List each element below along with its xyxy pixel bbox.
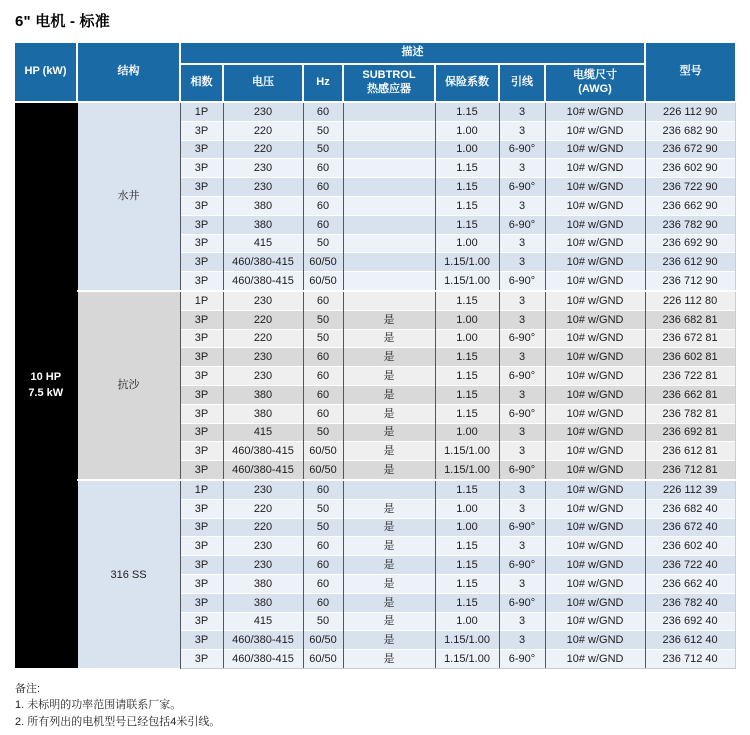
cell-subtrol: 是 [343,612,435,631]
table-row [15,291,735,310]
cell-leads: 3 [499,310,545,329]
cell-model: 236 722 81 [645,367,735,386]
cell-phase: 3P [180,310,223,329]
cell-service-factor: 1.15/1.00 [435,631,499,650]
cell-phase: 3P [180,537,223,556]
cell-cable-size: 10# w/GND [545,537,645,556]
cell-phase: 3P [180,367,223,386]
cell-voltage: 230 [223,159,303,178]
cell-service-factor: 1.15 [435,537,499,556]
cell-voltage: 230 [223,367,303,386]
cell-cable-size: 10# w/GND [545,140,645,159]
header-structure: 结构 [77,43,180,102]
cell-model: 236 682 81 [645,310,735,329]
cell-model: 236 782 90 [645,215,735,234]
cell-service-factor: 1.15 [435,480,499,499]
cell-hz: 60 [303,159,343,178]
cell-voltage: 230 [223,537,303,556]
cell-hz: 60 [303,348,343,367]
cell-cable-size: 10# w/GND [545,367,645,386]
cell-service-factor: 1.15 [435,556,499,575]
cell-cable-size: 10# w/GND [545,385,645,404]
cell-subtrol [343,234,435,253]
header-model: 型号 [645,43,735,102]
cell-voltage: 230 [223,178,303,197]
cell-phase: 3P [180,518,223,537]
table-row [15,102,735,121]
cell-service-factor: 1.00 [435,499,499,518]
cell-hz: 60 [303,574,343,593]
cell-phase: 3P [180,499,223,518]
cell-model: 236 602 90 [645,159,735,178]
cell-leads: 3 [499,480,545,499]
cell-leads: 3 [499,631,545,650]
cell-hz: 50 [303,612,343,631]
note-item-1: 1. 未标明的功率范围请联系厂家。 [15,699,182,712]
cell-phase: 3P [180,650,223,669]
cell-phase: 3P [180,574,223,593]
cell-model: 236 712 90 [645,272,735,291]
cell-hz: 60 [303,291,343,310]
cell-subtrol: 是 [343,556,435,575]
header-leads: 引线 [499,64,545,102]
cell-hz: 50 [303,234,343,253]
cell-voltage: 230 [223,102,303,121]
cell-cable-size: 10# w/GND [545,310,645,329]
cell-phase: 3P [180,385,223,404]
cell-leads: 3 [499,574,545,593]
cell-service-factor: 1.15 [435,574,499,593]
cell-voltage: 380 [223,196,303,215]
cell-hz: 50 [303,310,343,329]
cell-subtrol: 是 [343,385,435,404]
cell-cable-size: 10# w/GND [545,291,645,310]
cell-subtrol: 是 [343,461,435,480]
header-cable-line1: 电缆尺寸 [573,69,618,82]
cell-voltage: 460/380-415 [223,461,303,480]
cell-hz: 60 [303,178,343,197]
cell-cable-size: 10# w/GND [545,404,645,423]
cell-cable-size: 10# w/GND [545,442,645,461]
cell-service-factor: 1.00 [435,612,499,631]
cell-voltage: 220 [223,329,303,348]
cell-leads: 3 [499,102,545,121]
cell-service-factor: 1.15/1.00 [435,272,499,291]
cell-model: 236 692 90 [645,234,735,253]
cell-subtrol [343,159,435,178]
header-service-factor: 保险系数 [435,64,499,102]
cell-hz: 60/50 [303,442,343,461]
cell-subtrol [343,291,435,310]
cell-subtrol [343,121,435,140]
cell-hz: 60 [303,480,343,499]
cell-voltage: 380 [223,215,303,234]
cell-hz: 60 [303,593,343,612]
cell-cable-size: 10# w/GND [545,272,645,291]
cell-cable-size: 10# w/GND [545,593,645,612]
cell-hz: 60/50 [303,272,343,291]
cell-phase: 3P [180,348,223,367]
cell-subtrol: 是 [343,574,435,593]
hp-rating-cell [15,102,77,668]
cell-hz: 60 [303,215,343,234]
cell-cable-size: 10# w/GND [545,178,645,197]
page-title: 6" 电机 - 标准 [15,13,110,30]
cell-subtrol: 是 [343,404,435,423]
cell-leads: 6-90° [499,367,545,386]
header-hz: Hz [303,64,343,102]
cell-service-factor: 1.15/1.00 [435,650,499,669]
cell-model: 226 112 39 [645,480,735,499]
cell-subtrol: 是 [343,631,435,650]
cell-subtrol: 是 [343,442,435,461]
cell-cable-size: 10# w/GND [545,196,645,215]
cell-hz: 60 [303,385,343,404]
cell-subtrol: 是 [343,518,435,537]
cell-cable-size: 10# w/GND [545,518,645,537]
cell-model: 236 782 40 [645,593,735,612]
cell-service-factor: 1.15 [435,291,499,310]
cell-leads: 6-90° [499,329,545,348]
cell-model: 226 112 90 [645,102,735,121]
cell-leads: 3 [499,385,545,404]
cell-leads: 6-90° [499,404,545,423]
cell-model: 236 602 40 [645,537,735,556]
cell-model: 236 662 90 [645,196,735,215]
cell-service-factor: 1.15 [435,348,499,367]
cell-hz: 60 [303,556,343,575]
cell-voltage: 460/380-415 [223,650,303,669]
cell-voltage: 230 [223,480,303,499]
cell-model: 236 612 90 [645,253,735,272]
cell-subtrol: 是 [343,348,435,367]
notes [15,681,735,731]
cell-cable-size: 10# w/GND [545,499,645,518]
cell-leads: 3 [499,612,545,631]
header-phase: 相数 [180,64,223,102]
cell-leads: 3 [499,442,545,461]
cell-subtrol: 是 [343,310,435,329]
cell-phase: 1P [180,102,223,121]
cell-model: 236 612 81 [645,442,735,461]
cell-voltage: 380 [223,404,303,423]
cell-leads: 3 [499,348,545,367]
cell-subtrol: 是 [343,423,435,442]
cell-voltage: 230 [223,556,303,575]
header-cable-size [545,64,645,102]
cell-model: 236 672 40 [645,518,735,537]
cell-phase: 3P [180,329,223,348]
cell-voltage: 220 [223,310,303,329]
cell-hz: 50 [303,518,343,537]
cell-model: 236 692 81 [645,423,735,442]
cell-phase: 3P [180,140,223,159]
cell-leads: 3 [499,291,545,310]
cell-subtrol [343,178,435,197]
cell-leads: 6-90° [499,518,545,537]
cell-service-factor: 1.00 [435,234,499,253]
motor-spec-table [15,43,736,669]
cell-hz: 60/50 [303,461,343,480]
hp-rating-line: 7.5 kW [28,386,64,399]
cell-service-factor: 1.15/1.00 [435,461,499,480]
cell-cable-size: 10# w/GND [545,631,645,650]
structure-cell: 抗沙 [77,291,180,480]
cell-voltage: 415 [223,423,303,442]
cell-phase: 3P [180,612,223,631]
cell-hz: 60 [303,102,343,121]
cell-cable-size: 10# w/GND [545,612,645,631]
header-cable-line2: (AWG) [578,83,612,95]
cell-model: 236 662 81 [645,385,735,404]
cell-leads: 3 [499,121,545,140]
cell-voltage: 415 [223,612,303,631]
cell-subtrol [343,140,435,159]
cell-subtrol: 是 [343,499,435,518]
cell-voltage: 460/380-415 [223,442,303,461]
header-voltage: 电压 [223,64,303,102]
cell-leads: 6-90° [499,140,545,159]
cell-service-factor: 1.15 [435,385,499,404]
cell-subtrol [343,196,435,215]
cell-model: 236 722 40 [645,556,735,575]
cell-hz: 60 [303,404,343,423]
cell-phase: 1P [180,480,223,499]
cell-subtrol: 是 [343,650,435,669]
cell-hz: 60/50 [303,631,343,650]
cell-service-factor: 1.15 [435,404,499,423]
table-body [15,102,735,668]
cell-model: 236 612 40 [645,631,735,650]
cell-voltage: 380 [223,593,303,612]
cell-service-factor: 1.15 [435,215,499,234]
structure-cell: 316 SS [77,480,180,668]
header-subtrol [343,64,435,102]
cell-hz: 60 [303,537,343,556]
cell-phase: 3P [180,404,223,423]
cell-leads: 3 [499,423,545,442]
cell-model: 236 692 40 [645,612,735,631]
cell-hz: 60/50 [303,650,343,669]
cell-phase: 3P [180,196,223,215]
cell-service-factor: 1.15 [435,593,499,612]
cell-cable-size: 10# w/GND [545,574,645,593]
cell-subtrol: 是 [343,367,435,386]
cell-cable-size: 10# w/GND [545,253,645,272]
cell-service-factor: 1.15 [435,159,499,178]
cell-model: 236 722 90 [645,178,735,197]
cell-leads: 6-90° [499,272,545,291]
cell-hz: 50 [303,121,343,140]
hp-rating-line: 10 HP [30,371,62,384]
cell-leads: 3 [499,196,545,215]
cell-leads: 3 [499,537,545,556]
cell-model: 226 112 80 [645,291,735,310]
cell-subtrol [343,480,435,499]
cell-phase: 3P [180,121,223,140]
cell-voltage: 220 [223,140,303,159]
cell-subtrol: 是 [343,593,435,612]
cell-phase: 3P [180,159,223,178]
cell-voltage: 220 [223,499,303,518]
cell-voltage: 230 [223,291,303,310]
cell-phase: 1P [180,291,223,310]
cell-phase: 3P [180,556,223,575]
cell-service-factor: 1.00 [435,140,499,159]
cell-leads: 3 [499,159,545,178]
cell-phase: 3P [180,423,223,442]
cell-subtrol: 是 [343,329,435,348]
cell-phase: 3P [180,215,223,234]
cell-leads: 6-90° [499,178,545,197]
cell-subtrol: 是 [343,537,435,556]
cell-cable-size: 10# w/GND [545,159,645,178]
cell-cable-size: 10# w/GND [545,121,645,140]
cell-service-factor: 1.15 [435,178,499,197]
notes-title: 备注: [15,682,41,695]
cell-cable-size: 10# w/GND [545,329,645,348]
cell-service-factor: 1.00 [435,423,499,442]
cell-phase: 3P [180,461,223,480]
cell-cable-size: 10# w/GND [545,234,645,253]
cell-cable-size: 10# w/GND [545,461,645,480]
cell-voltage: 460/380-415 [223,253,303,272]
cell-voltage: 220 [223,518,303,537]
cell-service-factor: 1.00 [435,329,499,348]
cell-subtrol [343,102,435,121]
cell-phase: 3P [180,178,223,197]
cell-service-factor: 1.15 [435,367,499,386]
cell-hz: 50 [303,140,343,159]
cell-subtrol [343,272,435,291]
cell-leads: 3 [499,234,545,253]
cell-voltage: 460/380-415 [223,631,303,650]
cell-model: 236 662 40 [645,574,735,593]
cell-phase: 3P [180,442,223,461]
cell-cable-size: 10# w/GND [545,556,645,575]
cell-service-factor: 1.15 [435,196,499,215]
cell-cable-size: 10# w/GND [545,480,645,499]
cell-model: 236 682 90 [645,121,735,140]
cell-hz: 60/50 [303,253,343,272]
cell-leads: 6-90° [499,556,545,575]
cell-phase: 3P [180,234,223,253]
cell-leads: 3 [499,499,545,518]
header-group-row [15,43,735,64]
cell-hz: 60 [303,367,343,386]
cell-model: 236 712 81 [645,461,735,480]
header-hp: HP (kW) [15,43,77,102]
cell-model: 236 782 81 [645,404,735,423]
table-row [15,480,735,499]
header-description-group: 描述 [180,43,645,64]
header-subtrol-line1: SUBTROL [362,69,416,82]
cell-cable-size: 10# w/GND [545,348,645,367]
cell-phase: 3P [180,631,223,650]
table-header [15,43,735,102]
cell-leads: 6-90° [499,215,545,234]
structure-cell: 水井 [77,102,180,291]
cell-hz: 50 [303,499,343,518]
cell-cable-size: 10# w/GND [545,423,645,442]
cell-model: 236 672 81 [645,329,735,348]
cell-hz: 50 [303,423,343,442]
cell-voltage: 415 [223,234,303,253]
cell-service-factor: 1.00 [435,310,499,329]
cell-voltage: 460/380-415 [223,272,303,291]
cell-subtrol [343,215,435,234]
cell-cable-size: 10# w/GND [545,650,645,669]
cell-leads: 3 [499,253,545,272]
cell-leads: 6-90° [499,593,545,612]
cell-voltage: 380 [223,385,303,404]
cell-phase: 3P [180,593,223,612]
cell-model: 236 602 81 [645,348,735,367]
cell-phase: 3P [180,253,223,272]
cell-service-factor: 1.15/1.00 [435,442,499,461]
cell-cable-size: 10# w/GND [545,102,645,121]
cell-service-factor: 1.15/1.00 [435,253,499,272]
cell-model: 236 672 90 [645,140,735,159]
cell-voltage: 380 [223,574,303,593]
cell-model: 236 682 40 [645,499,735,518]
cell-service-factor: 1.00 [435,121,499,140]
header-subtrol-line2: 热感应器 [367,83,411,95]
cell-service-factor: 1.00 [435,518,499,537]
cell-hz: 50 [303,329,343,348]
cell-phase: 3P [180,272,223,291]
cell-model: 236 712 40 [645,650,735,669]
cell-leads: 6-90° [499,650,545,669]
cell-cable-size: 10# w/GND [545,215,645,234]
cell-service-factor: 1.15 [435,102,499,121]
note-item-2: 2. 所有列出的电机型号已经包括4米引线。 [15,715,221,728]
cell-leads: 6-90° [499,461,545,480]
cell-hz: 60 [303,196,343,215]
cell-voltage: 220 [223,121,303,140]
cell-voltage: 230 [223,348,303,367]
cell-subtrol [343,253,435,272]
